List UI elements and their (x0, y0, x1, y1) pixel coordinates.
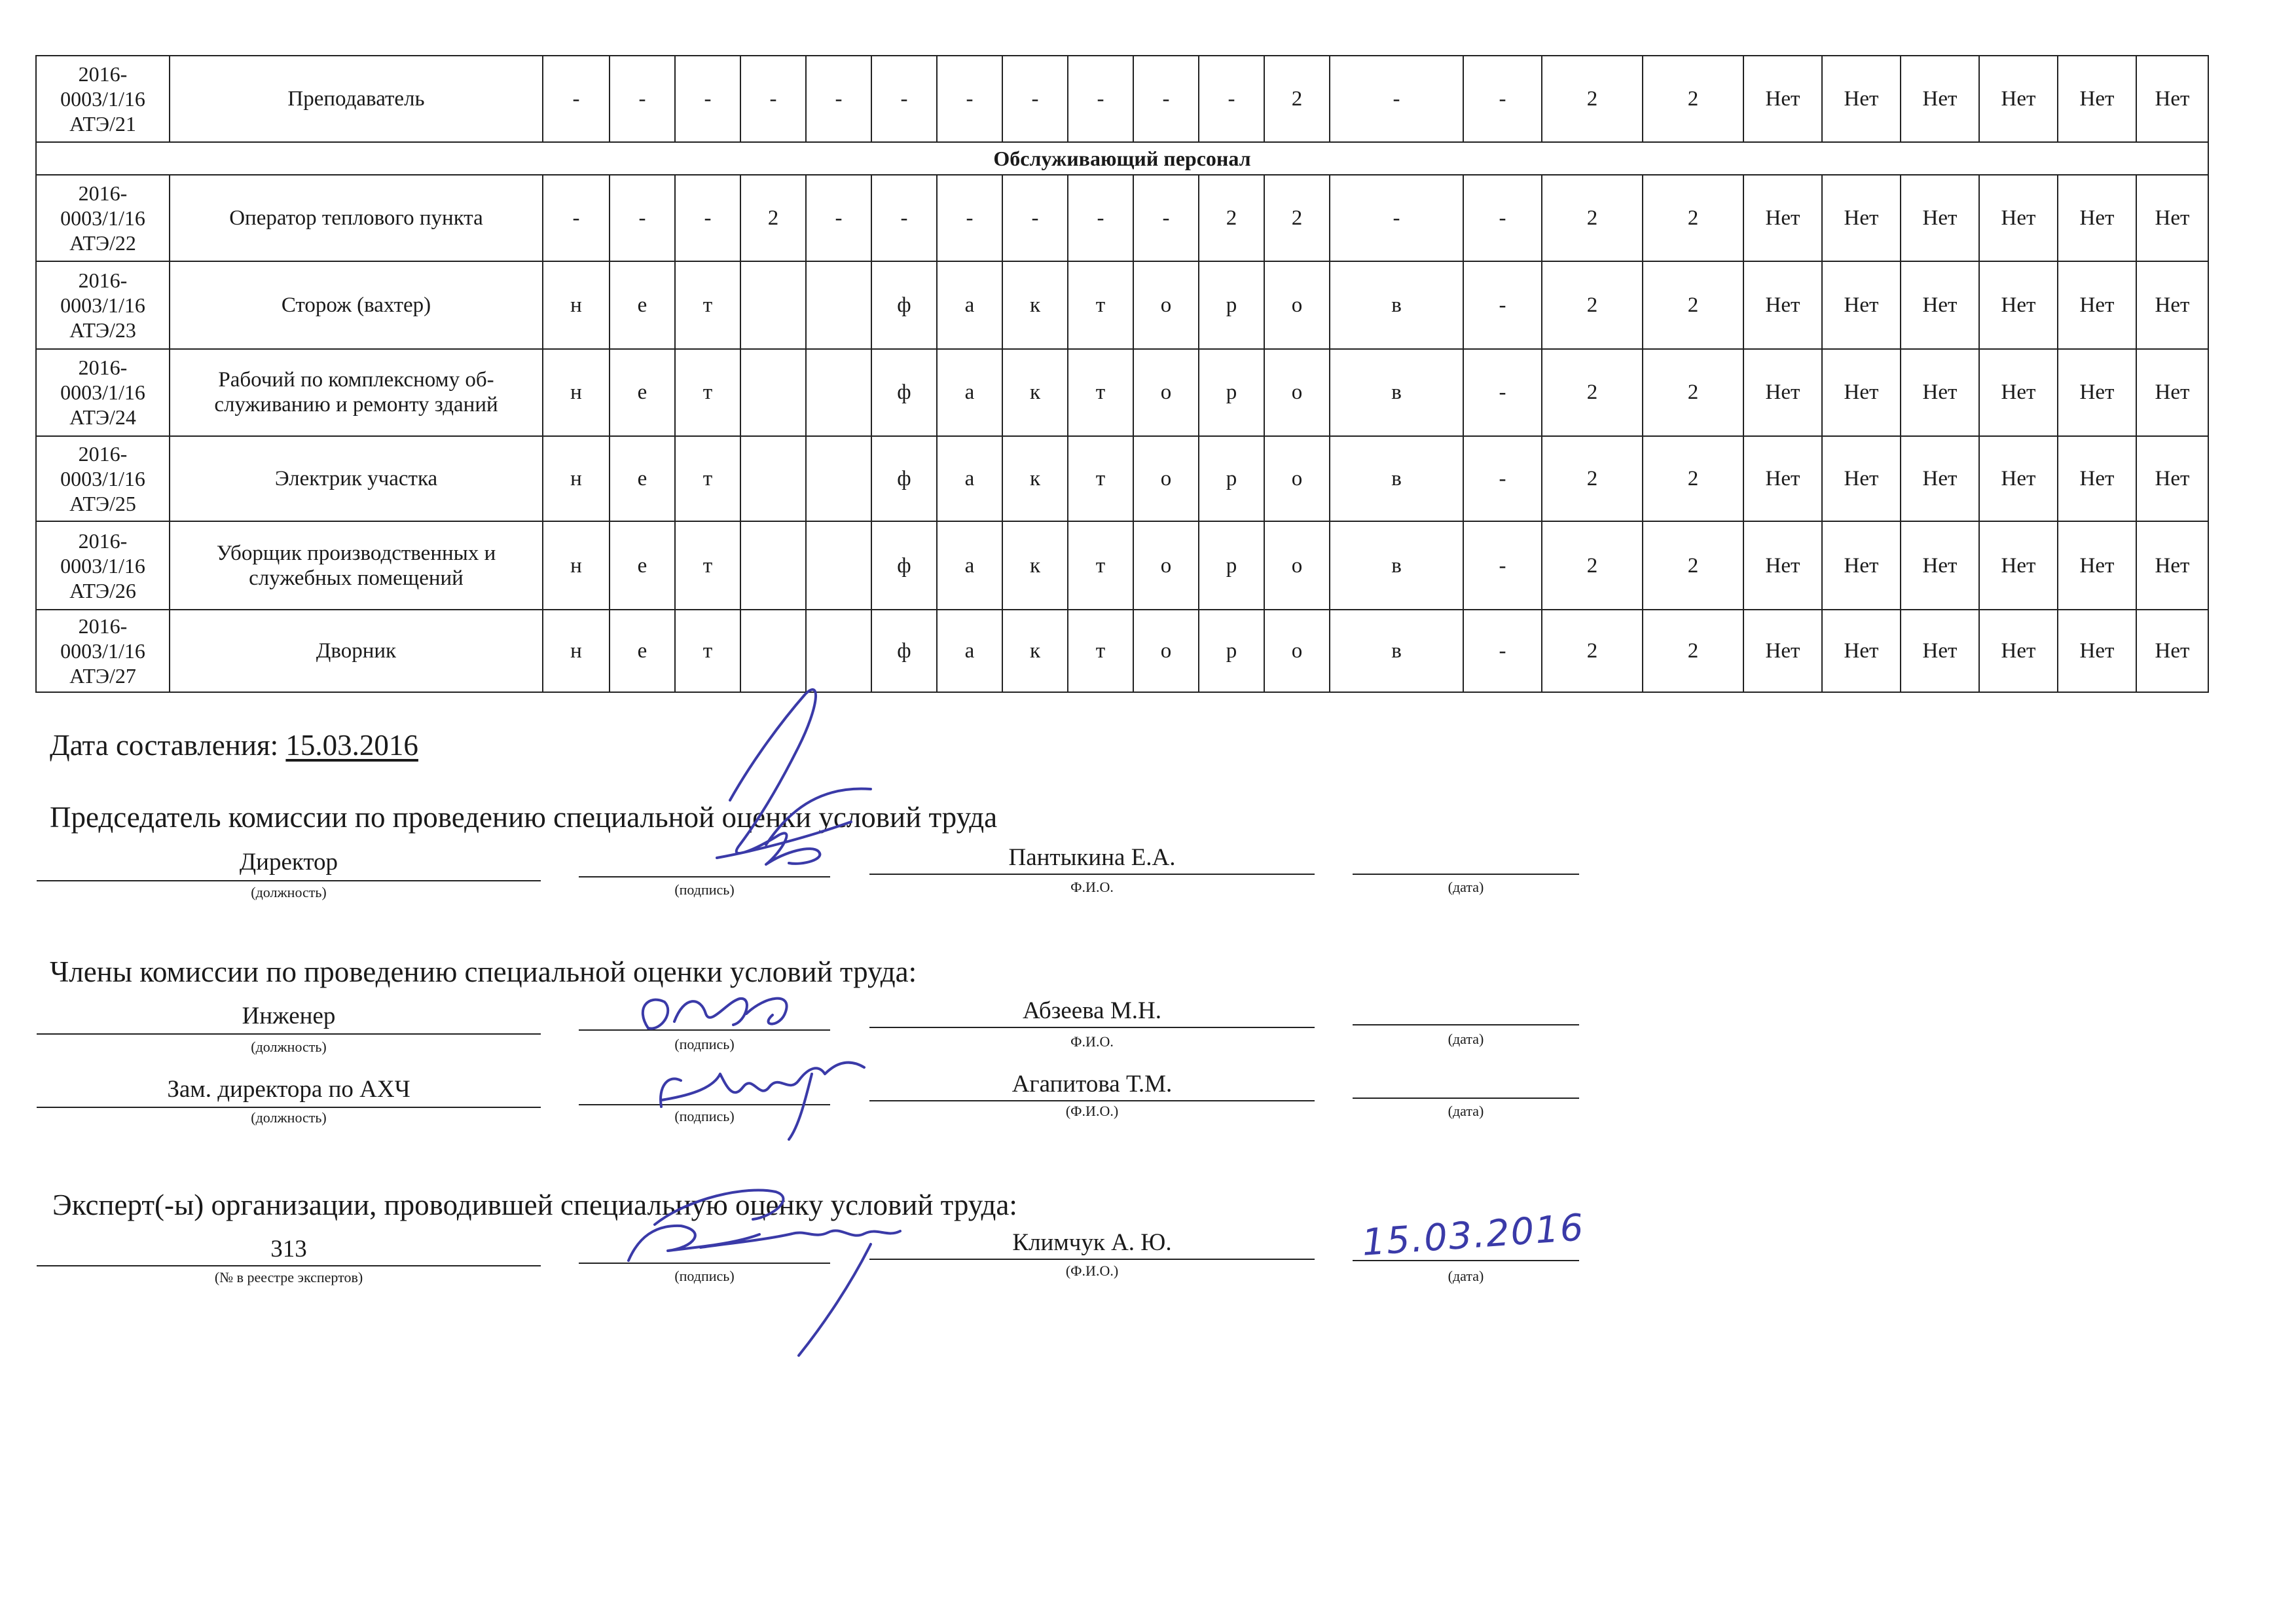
chairman-name-hint: Ф.И.О. (1070, 879, 1114, 895)
table-cell: 2 (1542, 610, 1643, 692)
workplace-id (36, 56, 170, 142)
expert-registry-line (37, 1265, 541, 1266)
table-cell: н (543, 349, 610, 437)
table-cell: Нет (1901, 521, 1979, 610)
table-cell: - (1330, 175, 1463, 261)
table-cell (806, 436, 871, 521)
member-1-date-hint: (дата) (1448, 1031, 1484, 1047)
expert-heading: Эксперт(-ы) организации, проводившей специальную оценку условий труда: (52, 1189, 1017, 1221)
table-cell: о (1133, 610, 1199, 692)
date-label: Дата составления: 15.03.2016 (50, 729, 418, 762)
table-cell: р (1199, 521, 1264, 610)
table-cell: о (1133, 349, 1199, 437)
table-cell: Нет (1979, 521, 2058, 610)
table-cell: т (675, 349, 740, 437)
workplace-id-line: АТЭ/25 (69, 491, 136, 515)
member-1-position-line (37, 1033, 541, 1035)
table-cell: ф (871, 349, 937, 437)
table-cell: в (1330, 610, 1463, 692)
position-title: Сторож (вахтер) (170, 261, 543, 349)
expert-name-line (869, 1259, 1315, 1260)
workplace-id-line: АТЭ/22 (69, 231, 136, 255)
member-2-name-line (869, 1100, 1315, 1101)
table-cell: ф (871, 610, 937, 692)
member-2-date-hint: (дата) (1448, 1103, 1484, 1119)
member-1-name-line (869, 1027, 1315, 1028)
member-2-position-hint: (должность) (251, 1109, 327, 1126)
table-cell: Нет (2136, 436, 2208, 521)
table-cell: - (1133, 56, 1199, 142)
table-cell: к (1002, 261, 1068, 349)
table-cell: 2 (1199, 175, 1264, 261)
table-cell: 2 (1542, 175, 1643, 261)
table-cell: - (1330, 56, 1463, 142)
table-cell (740, 436, 806, 521)
table-cell: т (1068, 261, 1133, 349)
table-cell (806, 521, 871, 610)
table-cell: н (543, 610, 610, 692)
table-cell: Нет (1822, 56, 1901, 142)
table-cell: е (610, 261, 675, 349)
table-cell: н (543, 521, 610, 610)
table-cell: а (937, 436, 1002, 521)
table-cell: - (1133, 175, 1199, 261)
table-cell: - (1463, 436, 1542, 521)
workplace-id-line: 2016- (78, 62, 128, 86)
table-cell: Нет (1901, 349, 1979, 437)
table-row (36, 175, 2208, 261)
table-cell: Нет (2058, 261, 2136, 349)
section-row (36, 142, 2208, 175)
member-2-signature-line (579, 1104, 830, 1105)
table-cell: - (1068, 175, 1133, 261)
chairman-signature-hint: (подпись) (674, 881, 735, 898)
table-cell: Нет (1979, 610, 2058, 692)
table-cell: Нет (1901, 261, 1979, 349)
member-1-signature (643, 999, 787, 1029)
table-cell: Нет (2058, 436, 2136, 521)
member-2-date-line (1353, 1098, 1579, 1099)
table-cell: а (937, 610, 1002, 692)
chairman-heading: Председатель комиссии по проведению специальной оценки условий труда (50, 801, 998, 834)
table-cell: т (675, 610, 740, 692)
table-cell: о (1133, 261, 1199, 349)
table-cell: 2 (1643, 521, 1743, 610)
member-1-position: Инженер (242, 1003, 336, 1029)
member-2-name: Агапитова Т.М. (1011, 1071, 1173, 1098)
table-cell: Нет (1743, 521, 1822, 610)
chairman-date-line (1353, 874, 1579, 875)
table-cell: к (1002, 349, 1068, 437)
chairman-signature (717, 690, 871, 864)
table-cell: Нет (1901, 436, 1979, 521)
workplace-id-line: 0003/1/16 (60, 639, 145, 663)
table-cell: е (610, 610, 675, 692)
table-cell: Нет (1822, 610, 1901, 692)
member-1-position-hint: (должность) (251, 1039, 327, 1055)
table-cell: - (806, 175, 871, 261)
workplace-id-line: 0003/1/16 (60, 293, 145, 317)
expert-handwritten-date: 15.03.2016 (1360, 1206, 1586, 1264)
table-cell: р (1199, 349, 1264, 437)
position-title: Преподаватель (170, 56, 543, 142)
table-cell: - (1068, 56, 1133, 142)
table-cell: - (937, 175, 1002, 261)
member-1-name: Абзеева М.Н. (1023, 997, 1161, 1024)
table-cell: - (871, 175, 937, 261)
table-cell (740, 610, 806, 692)
chairman-position-line (37, 880, 541, 881)
table-cell: Нет (2058, 521, 2136, 610)
table-cell: Нет (2058, 175, 2136, 261)
workplace-id-line: 2016- (78, 441, 128, 466)
table-cell: - (1002, 175, 1068, 261)
table-cell: н (543, 436, 610, 521)
table-cell: Нет (1979, 349, 2058, 437)
table-cell: о (1264, 261, 1330, 349)
table-cell: Нет (1822, 349, 1901, 437)
table-cell: Нет (1822, 436, 1901, 521)
expert-date-hint: (дата) (1448, 1268, 1484, 1284)
table-cell: - (543, 56, 610, 142)
table-cell: Нет (1743, 349, 1822, 437)
table-cell: о (1264, 436, 1330, 521)
table-cell: р (1199, 610, 1264, 692)
expert-name-hint: (Ф.И.О.) (1065, 1263, 1119, 1279)
table-cell: Нет (2136, 261, 2208, 349)
table-cell: к (1002, 610, 1068, 692)
workplace-id-line: 2016- (78, 356, 128, 380)
table-cell: т (1068, 521, 1133, 610)
table-cell: 2 (1643, 349, 1743, 437)
table-cell: - (1463, 521, 1542, 610)
expert-name: Климчук А. Ю. (1012, 1229, 1172, 1256)
members-heading: Члены комиссии по проведению специальной оценки условий труда: (50, 955, 917, 988)
table-cell: Нет (2058, 56, 2136, 142)
member-2-position: Зам. директора по АХЧ (167, 1076, 410, 1103)
table-cell: Нет (2058, 349, 2136, 437)
member-2-name-hint: (Ф.И.О.) (1065, 1103, 1119, 1119)
table-cell: 2 (1643, 436, 1743, 521)
table-cell: о (1264, 610, 1330, 692)
table-cell: т (675, 521, 740, 610)
table-cell: т (675, 436, 740, 521)
workplace-id-line: АТЭ/26 (69, 578, 136, 602)
table-cell: Нет (2136, 349, 2208, 437)
table-cell: 2 (1542, 521, 1643, 610)
table-cell: Нет (2058, 610, 2136, 692)
table-cell: т (1068, 349, 1133, 437)
chairman-name-line (869, 874, 1315, 875)
position-title: Уборщик производственных и служебных помещений (170, 521, 543, 610)
workplace-id-line: 0003/1/16 (60, 86, 145, 111)
table-cell: о (1133, 521, 1199, 610)
workplace-id-line: АТЭ/24 (69, 405, 136, 430)
expert-signature-hint: (подпись) (674, 1268, 735, 1284)
expert-registry-number: 313 (270, 1236, 307, 1263)
table-cell: - (675, 175, 740, 261)
table-cell: ф (871, 436, 937, 521)
member-1-name-hint: Ф.И.О. (1070, 1033, 1114, 1050)
member-1-date-line (1353, 1024, 1579, 1025)
table-cell: 2 (1264, 175, 1330, 261)
table-cell: н (543, 261, 610, 349)
table-cell: - (937, 56, 1002, 142)
workplace-id (36, 436, 170, 521)
table-cell: Нет (2136, 521, 2208, 610)
table-row (36, 349, 2208, 437)
table-cell (740, 521, 806, 610)
table-cell: о (1133, 436, 1199, 521)
table-cell: Нет (1743, 56, 1822, 142)
table-cell: Нет (1743, 261, 1822, 349)
table-cell: 2 (1643, 261, 1743, 349)
member-1-signature-hint: (подпись) (674, 1036, 735, 1052)
table-cell: р (1199, 436, 1264, 521)
table-cell (806, 349, 871, 437)
table-row (36, 521, 2208, 610)
table-cell: - (675, 56, 740, 142)
workplace-id-line: 2016- (78, 528, 128, 553)
table-cell: Нет (1901, 56, 1979, 142)
workplace-id (36, 261, 170, 349)
chairman-position-hint: (должность) (251, 884, 327, 900)
table-cell: Нет (1901, 175, 1979, 261)
table-cell: - (1463, 175, 1542, 261)
table-cell: Нет (1822, 261, 1901, 349)
table-cell: е (610, 349, 675, 437)
table-cell: - (610, 175, 675, 261)
chairman-name: Пантыкина Е.А. (1008, 844, 1176, 871)
table-cell: Нет (2136, 175, 2208, 261)
chairman-signature-line (579, 876, 830, 877)
table-cell: е (610, 521, 675, 610)
table-cell: Нет (1743, 610, 1822, 692)
member-2-signature-hint: (подпись) (674, 1108, 735, 1124)
table-cell: в (1330, 521, 1463, 610)
table-cell: т (1068, 436, 1133, 521)
assessment-results-table (35, 55, 2209, 693)
table-cell: Нет (1979, 175, 2058, 261)
table-cell: а (937, 261, 1002, 349)
workplace-id (36, 349, 170, 437)
member-2-position-line (37, 1107, 541, 1108)
table-cell: в (1330, 436, 1463, 521)
compilation-date: 15.03.2016 (285, 729, 418, 762)
chairman-position: Директор (239, 849, 338, 876)
expert-registry-hint: (№ в реестре экспертов) (214, 1269, 363, 1285)
table-cell: - (806, 56, 871, 142)
table-cell: Нет (2136, 56, 2208, 142)
chairman-date-hint: (дата) (1448, 879, 1484, 895)
table-cell: а (937, 521, 1002, 610)
table-cell: 2 (1542, 261, 1643, 349)
table-cell: Нет (1743, 436, 1822, 521)
table-row (36, 261, 2208, 349)
table-cell: 2 (1542, 56, 1643, 142)
table-cell: т (675, 261, 740, 349)
table-cell (740, 261, 806, 349)
table-cell: - (1463, 261, 1542, 349)
table-cell: Нет (1901, 610, 1979, 692)
workplace-id-line: АТЭ/27 (69, 664, 136, 688)
table-cell: р (1199, 261, 1264, 349)
table-cell: - (1463, 349, 1542, 437)
table-cell (740, 349, 806, 437)
table-cell: в (1330, 349, 1463, 437)
table-cell: а (937, 349, 1002, 437)
table-cell (806, 610, 871, 692)
workplace-id-line: 0003/1/16 (60, 466, 145, 490)
table-cell: - (610, 56, 675, 142)
table-cell: - (740, 56, 806, 142)
position-title: Рабочий по комплексному об-служиванию и ремонту зданий (170, 349, 543, 437)
table-cell: 2 (1542, 436, 1643, 521)
table-cell: ф (871, 261, 937, 349)
workplace-id (36, 175, 170, 261)
workplace-id (36, 521, 170, 610)
workplace-id-line: 2016- (78, 614, 128, 638)
member-1-signature-line (579, 1029, 830, 1031)
table-cell: - (543, 175, 610, 261)
section-label: Обслуживающий персонал (36, 142, 2208, 175)
table-cell: - (871, 56, 937, 142)
table-cell: е (610, 436, 675, 521)
table-cell: 2 (1264, 56, 1330, 142)
workplace-id-line: 0003/1/16 (60, 553, 145, 578)
table-cell: - (1002, 56, 1068, 142)
table-cell: 2 (740, 175, 806, 261)
table-cell: - (1463, 610, 1542, 692)
workplace-id (36, 610, 170, 692)
position-title: Дворник (170, 610, 543, 692)
position-title: Оператор теплового пункта (170, 175, 543, 261)
workplace-id-line: 0003/1/16 (60, 380, 145, 405)
table-cell: 2 (1542, 349, 1643, 437)
table-cell: Нет (1743, 175, 1822, 261)
table-cell: Нет (1979, 56, 2058, 142)
table-cell: 2 (1643, 56, 1743, 142)
member-2-signature (661, 1063, 864, 1139)
table-cell: - (1199, 56, 1264, 142)
table-cell: Нет (1822, 521, 1901, 610)
table-row (36, 56, 2208, 142)
table-cell: ф (871, 521, 937, 610)
table-cell: в (1330, 261, 1463, 349)
table-cell: т (1068, 610, 1133, 692)
table-cell: 2 (1643, 610, 1743, 692)
table-cell: Нет (1979, 261, 2058, 349)
table-cell: Нет (1822, 175, 1901, 261)
workplace-id-line: 0003/1/16 (60, 206, 145, 231)
workplace-id-line: 2016- (78, 268, 128, 292)
table-cell: о (1264, 349, 1330, 437)
table-cell: о (1264, 521, 1330, 610)
table-cell: к (1002, 521, 1068, 610)
table-cell: - (1463, 56, 1542, 142)
workplace-id-line: АТЭ/23 (69, 318, 136, 342)
table-row (36, 436, 2208, 521)
table-cell: Нет (1979, 436, 2058, 521)
table-cell (806, 261, 871, 349)
table-cell: 2 (1643, 175, 1743, 261)
table-row (36, 610, 2208, 692)
table-cell: Нет (2136, 610, 2208, 692)
expert-signature-line (579, 1263, 830, 1264)
workplace-id-line: АТЭ/21 (69, 111, 136, 136)
workplace-id-line: 2016- (78, 181, 128, 206)
position-title: Электрик участка (170, 436, 543, 521)
table-cell: к (1002, 436, 1068, 521)
